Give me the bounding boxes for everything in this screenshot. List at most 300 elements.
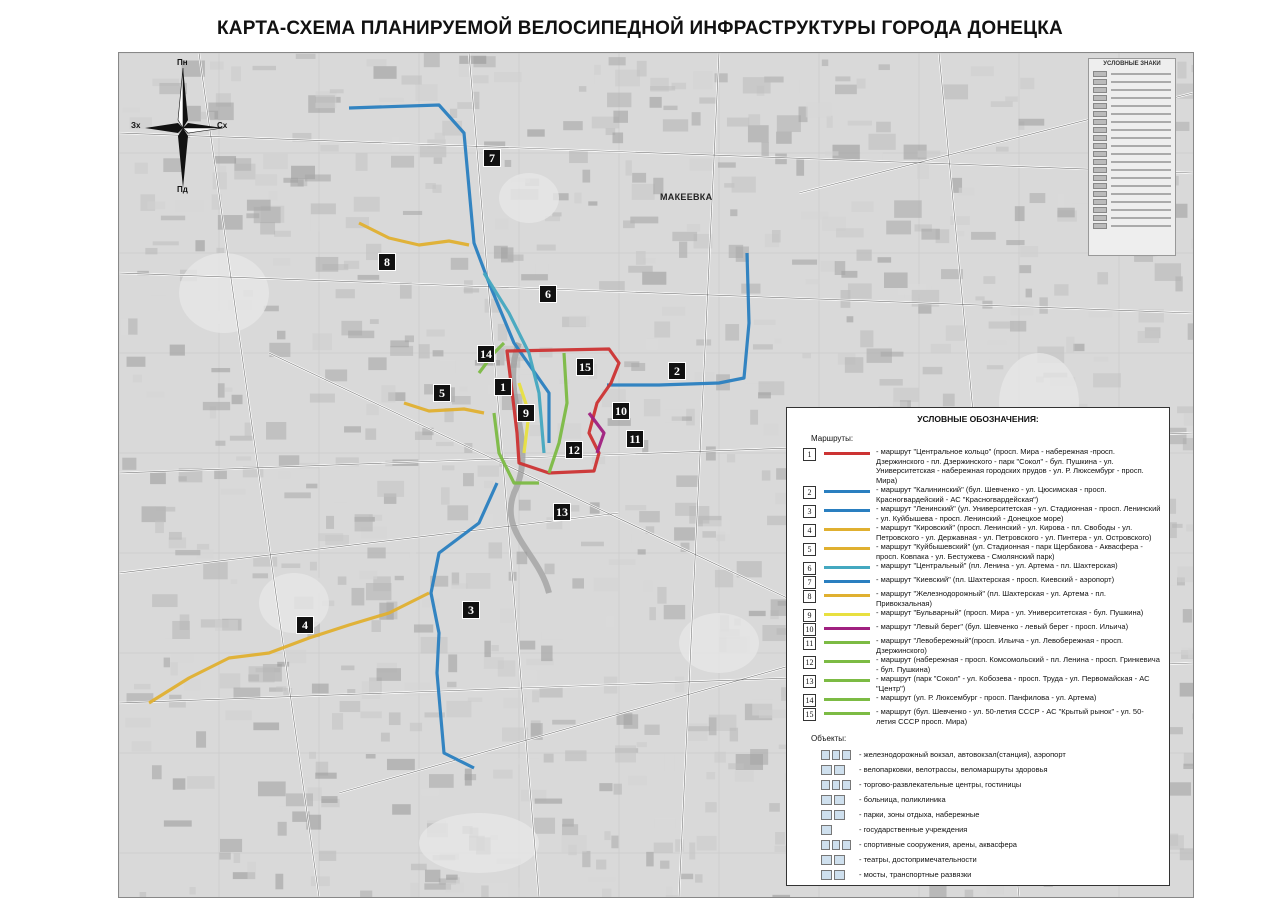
city-block	[410, 552, 416, 559]
legend-route-text: - маршрут "Центральное кольцо" (просп. Мира - набережная -просп. Дзержинского - пл. Дзержинского - парк "Сокол" - бул. Пушкина - ул. Университетская - набережная городских прудов - ул. Р. Люксембург - просп. Мира)	[876, 447, 1144, 485]
map-symbol-icon	[832, 750, 841, 760]
mini-legend	[1088, 58, 1176, 256]
legend-object-icons	[821, 750, 851, 760]
legend-route-number: 2	[803, 486, 816, 499]
mini-legend-row	[1093, 174, 1171, 181]
city-block	[666, 895, 679, 897]
city-block	[1030, 193, 1046, 203]
legend-object-3	[821, 777, 1163, 792]
city-block	[435, 133, 445, 139]
city-block	[330, 89, 344, 93]
city-block	[366, 754, 376, 759]
city-block	[693, 71, 712, 89]
city-block	[367, 547, 385, 558]
city-block	[395, 576, 404, 580]
city-block	[1183, 764, 1193, 769]
city-block	[696, 339, 711, 345]
city-block	[253, 573, 269, 578]
park-area	[179, 253, 269, 333]
city-block	[278, 822, 287, 836]
city-block	[728, 763, 744, 769]
city-block	[753, 344, 773, 349]
legend-route-text: - маршрут "Калининский" (бул. Шевченко - ул. Цюсимская - просп. Красногвардейский - АС "Красногвардейская")	[876, 485, 1107, 504]
city-block	[674, 527, 695, 540]
park-area	[499, 173, 559, 223]
city-block	[588, 201, 597, 205]
mini-legend-row	[1093, 142, 1171, 149]
city-block	[654, 321, 670, 337]
city-block	[356, 153, 368, 171]
city-block	[957, 231, 965, 236]
route-badge-1[interactable]: 1	[494, 378, 512, 396]
city-block	[285, 650, 306, 663]
city-block	[1177, 406, 1193, 413]
legend-route-11	[803, 636, 1163, 655]
map-symbol-icon	[821, 840, 830, 850]
city-block	[623, 220, 635, 228]
city-block	[169, 695, 181, 699]
city-block	[214, 471, 227, 479]
route-badge-3[interactable]: 3	[462, 601, 480, 619]
city-block	[362, 681, 381, 699]
city-block	[132, 741, 152, 751]
legend-object-5	[821, 807, 1163, 822]
city-block	[989, 321, 1014, 328]
legend-object-text: - железнодорожный вокзал, автовокзал(станция), аэропорт	[859, 750, 1066, 759]
city-block	[1019, 119, 1045, 126]
city-block	[544, 754, 554, 763]
city-block	[338, 576, 347, 584]
city-block	[880, 379, 903, 386]
city-block	[563, 121, 583, 130]
city-block	[310, 562, 317, 571]
city-block	[434, 157, 443, 164]
legend-route-swatch	[824, 641, 870, 644]
city-block	[260, 222, 275, 234]
city-block	[171, 654, 194, 663]
legend-route-swatch	[824, 613, 870, 616]
city-block	[615, 745, 636, 762]
city-block	[459, 64, 471, 77]
city-block	[665, 409, 682, 422]
legend-route-text: - маршрут (набережная - просп. Комсомольский - пл. Ленина - просп. Гринкевича - бул. Пушкина)	[876, 655, 1160, 674]
city-block	[582, 851, 590, 867]
legend-object-text: - торгово-развлекательные центры, гостиницы	[859, 780, 1022, 789]
city-block	[754, 320, 776, 325]
city-block	[762, 470, 771, 480]
city-block	[741, 284, 760, 294]
city-block	[1066, 337, 1074, 353]
city-block	[689, 843, 695, 860]
legend-route-10	[803, 622, 1163, 636]
city-block	[687, 726, 710, 731]
legend-route-swatch	[824, 660, 870, 663]
city-block	[709, 717, 717, 735]
city-block	[354, 197, 380, 212]
city-block	[410, 723, 422, 731]
city-block	[552, 212, 561, 216]
city-block	[725, 324, 739, 341]
legend-object-icons	[821, 810, 851, 820]
city-block	[628, 266, 652, 273]
city-block	[390, 340, 408, 347]
city-block	[541, 646, 552, 662]
city-block	[424, 53, 440, 67]
city-block	[325, 369, 347, 381]
route-badge-11[interactable]: 11	[626, 430, 644, 448]
city-block	[971, 66, 994, 76]
city-block	[197, 544, 209, 550]
city-block	[171, 662, 178, 675]
legend-route-swatch	[824, 490, 870, 493]
mini-legend-row	[1093, 206, 1171, 213]
city-block	[1186, 524, 1193, 531]
city-block	[387, 759, 415, 770]
route-badge-10[interactable]: 10	[612, 402, 630, 420]
city-block	[692, 112, 701, 125]
city-block	[326, 516, 334, 529]
city-block	[1005, 96, 1018, 101]
city-block	[484, 641, 490, 657]
city-block	[389, 712, 401, 725]
city-block	[312, 333, 332, 350]
city-block	[679, 242, 687, 258]
city-block	[581, 542, 604, 547]
compass-west: Зх	[131, 121, 141, 130]
legend-object-icons	[821, 765, 851, 775]
city-block	[269, 191, 278, 201]
city-block	[429, 774, 454, 788]
city-block	[991, 101, 1013, 107]
legend-object-text: - мосты, транспортные развязки	[859, 870, 972, 879]
legend-route-8	[803, 589, 1163, 608]
city-block	[749, 611, 766, 616]
city-block	[216, 248, 224, 253]
city-block	[965, 890, 974, 897]
city-block	[851, 202, 873, 212]
legend-route-text: - маршрут "Кировский" (просп. Ленинский - ул. Кирова - пл. Свободы - ул. Петровского - ул. Державная - ул. Петровского - ул. Пинтера - ул. Островского)	[876, 523, 1152, 542]
city-block	[1094, 357, 1108, 362]
city-block	[764, 424, 778, 436]
city-block	[381, 385, 395, 402]
city-block	[361, 711, 382, 718]
legend-object-text: - государственные учреждения	[859, 825, 968, 834]
district-label: МАКЕЕВКА	[660, 192, 713, 202]
city-block	[1188, 323, 1193, 340]
city-block	[727, 454, 735, 462]
city-block	[1097, 272, 1108, 284]
city-block	[316, 91, 337, 108]
city-block	[478, 465, 499, 476]
city-block	[562, 835, 587, 852]
map-symbol-icon	[821, 870, 832, 880]
city-block	[869, 134, 896, 150]
legend-route-14	[803, 693, 1163, 707]
city-block	[284, 492, 310, 498]
city-block	[632, 184, 655, 200]
mini-legend-row	[1093, 150, 1171, 157]
city-block	[643, 581, 653, 592]
city-block	[218, 383, 225, 397]
city-block	[134, 684, 151, 690]
legend-route-text: - маршрут (ул. Р. Люксембург - просп. Панфилова - ул. Артема)	[876, 693, 1097, 702]
legend-object-8	[821, 852, 1163, 867]
city-block	[996, 147, 1009, 152]
city-block	[169, 532, 182, 540]
city-block	[1184, 413, 1193, 425]
mini-legend-row	[1093, 126, 1171, 133]
legend-route-swatch	[824, 698, 870, 701]
park-area	[259, 573, 329, 633]
city-block	[379, 98, 404, 102]
city-block	[727, 118, 749, 127]
city-block	[675, 676, 684, 692]
city-block	[596, 860, 606, 870]
city-block	[377, 481, 404, 497]
city-block	[263, 154, 288, 169]
city-block	[128, 318, 137, 334]
legend-route-13	[803, 674, 1163, 693]
city-block	[253, 557, 277, 567]
city-block	[355, 514, 373, 531]
city-block	[520, 641, 535, 650]
city-block	[140, 892, 147, 897]
city-block	[286, 793, 313, 806]
city-block	[748, 125, 769, 142]
city-block	[663, 119, 688, 131]
legend-route-text: - маршрут "Бульварный" (просп. Мира - ул. Университетская - бул. Пушкина)	[876, 608, 1144, 617]
city-block	[447, 505, 468, 520]
city-block	[917, 164, 929, 179]
city-block	[318, 533, 343, 541]
route-badge-5[interactable]: 5	[433, 384, 451, 402]
city-block	[1057, 208, 1074, 218]
city-block	[459, 56, 486, 64]
city-block	[706, 772, 715, 779]
city-block	[175, 550, 200, 555]
city-block	[681, 874, 693, 880]
city-block	[646, 339, 657, 350]
city-block	[759, 710, 786, 719]
city-block	[690, 159, 715, 171]
city-block	[439, 360, 455, 373]
legend-route-swatch	[824, 580, 870, 583]
route-badge-8[interactable]: 8	[378, 253, 396, 271]
map-symbol-icon	[832, 780, 841, 790]
route-badge-9[interactable]: 9	[517, 404, 535, 422]
route-badge-2[interactable]: 2	[668, 362, 686, 380]
city-block	[310, 394, 335, 403]
city-block	[153, 241, 179, 245]
city-block	[792, 259, 817, 264]
legend-route-text: - маршрут "Киевский" (пл. Шахтерская - просп. Киевский - аэропорт)	[876, 575, 1115, 584]
city-block	[145, 248, 157, 254]
city-block	[211, 368, 230, 372]
city-block	[336, 289, 355, 298]
legend-route-3	[803, 504, 1163, 523]
city-block	[1058, 194, 1064, 210]
city-block	[377, 668, 401, 681]
city-block	[172, 621, 190, 639]
city-block	[825, 151, 838, 155]
city-block	[312, 684, 329, 694]
city-block	[762, 625, 785, 641]
map-symbol-icon	[834, 855, 845, 865]
city-block	[150, 472, 166, 484]
legend-route-12	[803, 655, 1163, 674]
city-block	[569, 316, 589, 327]
city-block	[777, 115, 801, 132]
city-block	[988, 341, 1006, 345]
legend-route-swatch	[824, 627, 870, 630]
city-block	[615, 70, 640, 87]
city-block	[657, 587, 666, 604]
legend-object-icons	[821, 795, 851, 805]
city-block	[351, 588, 364, 606]
city-block	[404, 683, 430, 695]
city-block	[187, 776, 214, 789]
city-block	[344, 426, 361, 432]
city-block	[1180, 848, 1193, 860]
city-block	[697, 836, 717, 850]
route-badge-7[interactable]: 7	[483, 149, 501, 167]
city-block	[654, 843, 673, 854]
city-block	[729, 245, 744, 258]
city-block	[552, 720, 575, 725]
city-block	[161, 216, 185, 221]
city-block	[845, 357, 863, 373]
city-block	[848, 121, 872, 126]
city-block	[662, 307, 685, 316]
city-block	[1168, 782, 1191, 795]
city-block	[315, 773, 336, 779]
legend-object-icons	[821, 825, 851, 835]
mini-legend-row	[1093, 190, 1171, 197]
city-block	[702, 531, 716, 538]
city-block	[613, 132, 624, 143]
legend-route-6	[803, 561, 1163, 575]
route-badge-6[interactable]: 6	[539, 285, 557, 303]
city-block	[714, 752, 725, 763]
city-block	[147, 201, 165, 209]
route-badge-14[interactable]: 14	[477, 345, 495, 363]
city-block	[173, 778, 186, 789]
route-badge-12[interactable]: 12	[565, 441, 583, 459]
city-block	[942, 84, 968, 99]
city-block	[604, 831, 610, 840]
legend-route-number: 15	[803, 708, 816, 721]
route-badge-13[interactable]: 13	[553, 503, 571, 521]
city-block	[521, 274, 548, 280]
legend-route-swatch	[824, 712, 870, 715]
legend-route-5	[803, 542, 1163, 561]
city-block	[448, 654, 457, 672]
city-block	[987, 365, 1004, 369]
legend-route-7	[803, 575, 1163, 589]
city-block	[860, 330, 873, 347]
city-block	[582, 170, 590, 183]
route-badge-4[interactable]: 4	[296, 616, 314, 634]
route-badge-15[interactable]: 15	[576, 358, 594, 376]
city-block	[542, 632, 564, 640]
legend-route-1	[803, 447, 1163, 485]
city-block	[886, 221, 911, 235]
legend-route-number: 14	[803, 694, 816, 707]
city-block	[639, 511, 660, 522]
legend-route-number: 13	[803, 675, 816, 688]
city-block	[735, 770, 754, 781]
city-block	[975, 296, 984, 300]
city-block	[403, 211, 422, 215]
city-block	[642, 272, 666, 285]
city-block	[625, 505, 646, 510]
city-block	[1006, 240, 1024, 245]
legend-route-swatch	[824, 594, 870, 597]
city-block	[370, 319, 379, 324]
city-block	[761, 142, 768, 157]
city-block	[1026, 289, 1032, 298]
map-symbol-icon	[842, 780, 851, 790]
city-block	[152, 594, 177, 607]
map-symbol-icon	[821, 810, 832, 820]
legend-title: УСЛОВНЫЕ ОБОЗНАЧЕНИЯ:	[917, 414, 1039, 424]
city-block	[893, 388, 918, 402]
city-block	[894, 200, 922, 218]
legend-route-number: 1	[803, 448, 816, 461]
legend-object-icons	[821, 870, 851, 880]
legend-route-text: - маршрут (бул. Шевченко - ул. 50-летия СССР - АС "Крытый рынок" - ул. 50-летия СССР просп. Мира)	[876, 707, 1144, 726]
city-block	[452, 572, 459, 585]
legend-object-text: - спортивные сооружения, арены, аквасфера	[859, 840, 1017, 849]
city-block	[644, 725, 659, 735]
city-block	[421, 637, 448, 654]
city-block	[460, 387, 468, 391]
legend-route-text: - маршрут "Ленинский" (ул. Университетская - ул. Стадионная - просп. Ленинский - ул. Куйбышева - просп. Ленинский - Донецкое море)	[876, 504, 1161, 523]
city-block	[695, 874, 702, 882]
city-block	[637, 742, 647, 747]
city-block	[650, 86, 675, 91]
compass-north: Пн	[177, 58, 188, 67]
legend-route-9	[803, 608, 1163, 622]
city-block	[248, 674, 259, 681]
city-block	[1089, 311, 1113, 317]
city-block	[127, 357, 146, 367]
city-block	[305, 174, 331, 181]
mini-legend-row	[1093, 118, 1171, 125]
compass-rose	[131, 58, 235, 194]
city-block	[220, 839, 242, 852]
city-block	[341, 666, 354, 671]
city-block	[574, 193, 581, 204]
mini-legend-row	[1093, 110, 1171, 117]
city-block	[775, 338, 782, 344]
city-block	[176, 200, 204, 212]
city-block	[628, 776, 647, 785]
map-symbol-icon	[821, 795, 832, 805]
city-block	[473, 75, 489, 83]
city-block	[800, 79, 808, 93]
city-block	[1177, 566, 1193, 582]
city-block	[465, 769, 472, 786]
legend-object-text: - велопарковки, велотрассы, веломаршруты здоровья	[859, 765, 1048, 774]
map-symbol-icon	[821, 855, 832, 865]
map-symbol-icon	[834, 870, 845, 880]
legend-route-number: 5	[803, 543, 816, 556]
city-block	[519, 500, 531, 511]
city-block	[463, 473, 474, 486]
city-block	[730, 728, 738, 742]
city-block	[835, 85, 857, 95]
